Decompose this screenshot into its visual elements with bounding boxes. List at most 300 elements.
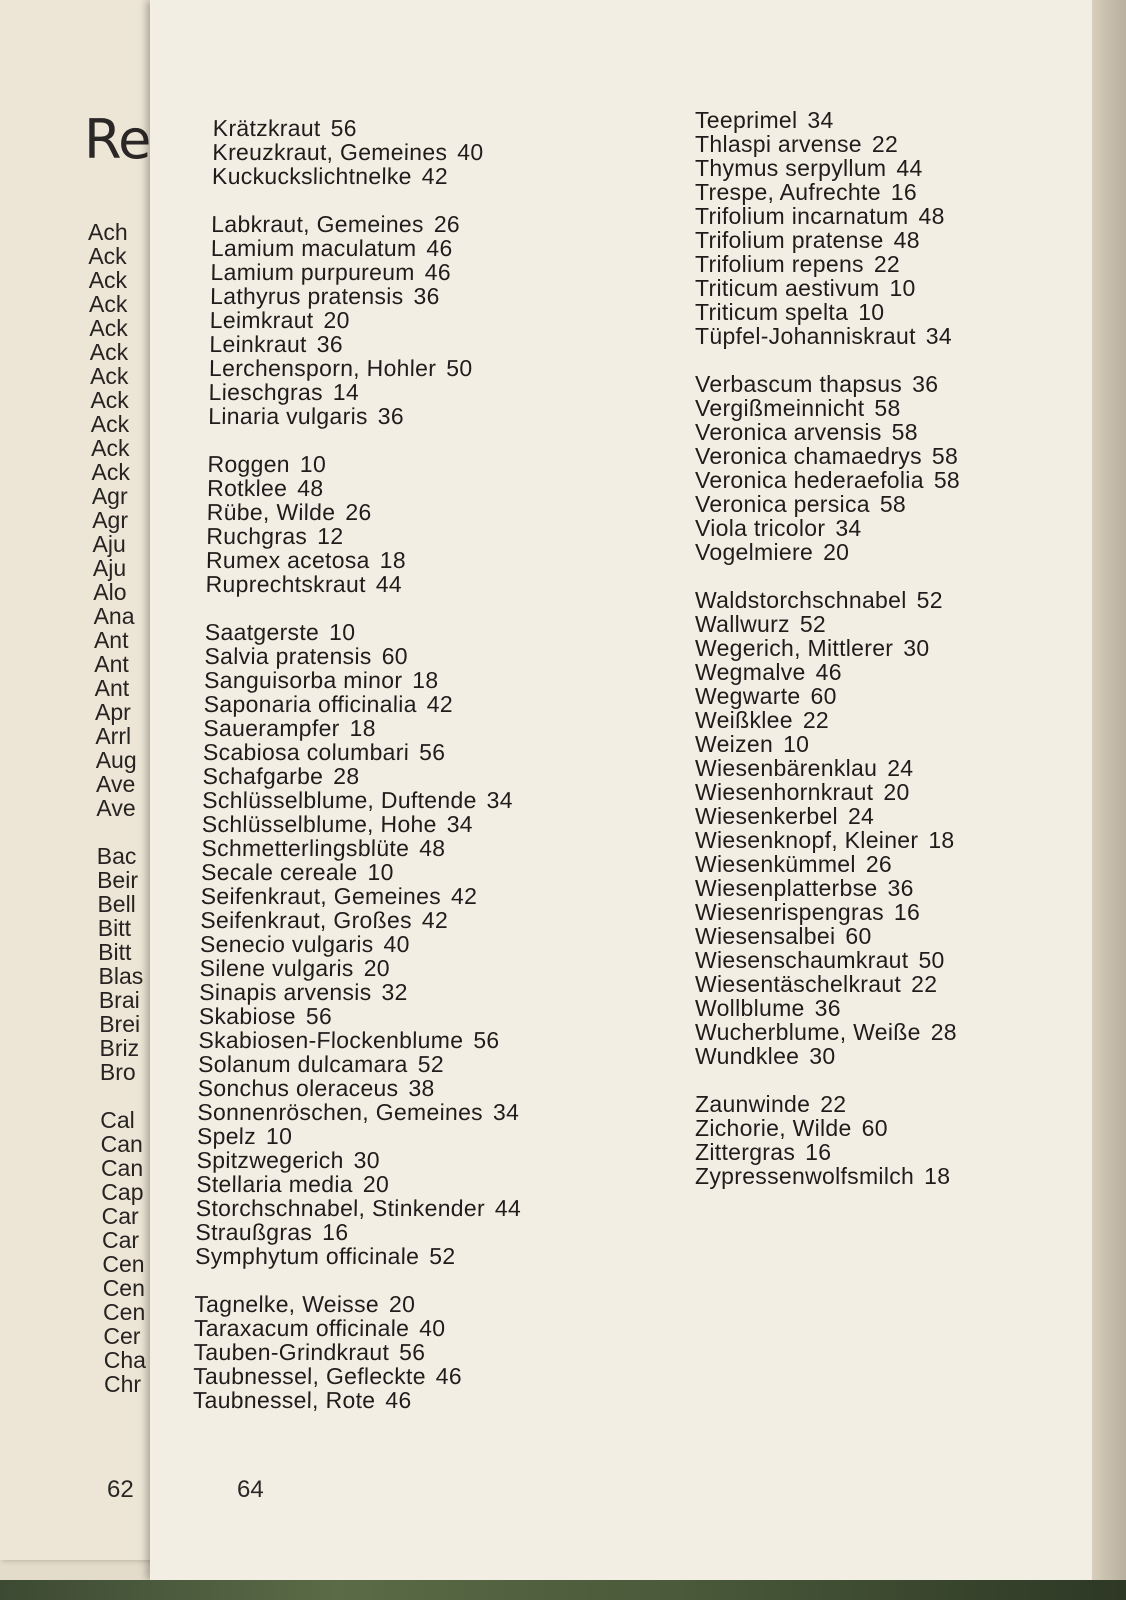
index-term: Lamium maculatum	[210, 235, 417, 261]
index-term: Wegmalve	[695, 659, 806, 685]
index-entry	[695, 228, 960, 252]
index-page-ref: 20	[388, 1291, 416, 1317]
index-term: Veronica arvensis	[695, 419, 882, 445]
index-entry	[695, 996, 960, 1020]
underlying-index-prefix: Can	[100, 1131, 143, 1157]
index-entry	[206, 524, 532, 548]
index-page-ref: 60	[810, 683, 837, 709]
index-entry	[194, 1316, 520, 1340]
index-term: Wegerich, Mittlerer	[695, 635, 894, 661]
index-page-ref: 36	[912, 371, 939, 397]
index-entry	[195, 1220, 521, 1244]
index-entry	[695, 1044, 960, 1068]
index-entry	[211, 236, 537, 260]
index-term: Seifenkraut, Großes	[200, 907, 413, 933]
index-page-ref: 20	[362, 1171, 390, 1197]
index-entry	[196, 1148, 522, 1172]
index-page-ref: 10	[858, 299, 885, 325]
underlying-index-prefix: Ana	[93, 603, 135, 629]
index-page-ref: 58	[879, 491, 907, 517]
background-surface	[0, 1580, 1126, 1600]
index-entry	[210, 308, 536, 332]
underlying-index-prefix: Ack	[88, 243, 127, 269]
index-entry	[695, 732, 960, 756]
index-term: Silene vulgaris	[199, 955, 354, 981]
underlying-index-prefix: Ave	[96, 771, 136, 797]
index-page-ref: 14	[332, 379, 360, 405]
index-page-ref: 26	[345, 499, 372, 525]
index-entry	[695, 804, 960, 828]
index-entry	[210, 284, 536, 308]
index-term: Wiesenknopf, Kleiner	[695, 827, 919, 853]
index-entry	[695, 588, 960, 612]
index-term: Wegwarte	[695, 683, 801, 709]
index-page-ref: 30	[353, 1147, 381, 1173]
underlying-index-prefix: Briz	[99, 1035, 140, 1061]
index-page-ref: 46	[435, 1363, 463, 1389]
index-entry	[200, 932, 526, 956]
underlying-index-prefix: Ack	[90, 363, 129, 389]
index-term: Skabiose	[198, 1003, 297, 1029]
index-page-ref: 36	[377, 403, 405, 429]
index-page-ref: 10	[783, 731, 810, 757]
index-page-ref: 20	[323, 307, 350, 333]
index-page-ref: 10	[367, 859, 394, 885]
index-term: Scabiosa columbari	[202, 739, 410, 765]
index-entry	[199, 956, 525, 980]
index-page-ref: 52	[429, 1243, 456, 1269]
index-entry	[695, 756, 960, 780]
index-page-ref: 24	[887, 755, 914, 781]
underlying-index-prefix: Cen	[102, 1275, 145, 1301]
index-term: Zichorie, Wilde	[695, 1115, 852, 1141]
underlying-index-prefix: Bac	[96, 843, 137, 869]
underlying-index-prefix: Car	[102, 1227, 140, 1253]
underlying-index-prefix: Alo	[93, 579, 127, 605]
index-page-ref: 40	[457, 139, 484, 165]
underlying-index-prefix: Ack	[90, 387, 129, 413]
index-entry	[695, 708, 960, 732]
index-term: Tagnelke, Weisse	[194, 1291, 380, 1317]
underlying-index-prefix: Aug	[95, 747, 137, 773]
index-term: Leimkraut	[209, 307, 314, 333]
underlying-index-prefix: Agr	[92, 507, 128, 533]
index-entry	[195, 1244, 521, 1268]
index-entry	[207, 500, 533, 524]
index-entry	[695, 612, 960, 636]
index-term: Taubnessel, Gefleckte	[193, 1363, 427, 1389]
index-entry	[695, 1164, 960, 1188]
index-page-ref: 42	[426, 691, 454, 717]
index-page-ref: 44	[494, 1195, 522, 1221]
index-entry	[695, 780, 960, 804]
index-entry	[199, 1004, 525, 1028]
index-term: Zypressenwolfsmilch	[695, 1163, 915, 1189]
index-entry	[209, 356, 535, 380]
index-term: Vogelmiere	[695, 539, 814, 565]
underlying-index-prefix: Ach	[88, 219, 128, 245]
index-page-ref: 58	[931, 443, 959, 469]
underlying-index-prefix: Chr	[104, 1371, 142, 1397]
underlying-index-prefix: Aju	[92, 555, 127, 581]
index-term: Teeprimel	[695, 107, 798, 133]
underlying-index-prefix: Agr	[91, 483, 128, 509]
index-entry	[695, 972, 960, 996]
index-term: Sanguisorba minor	[203, 667, 403, 693]
index-term: Solanum dulcamara	[197, 1051, 408, 1077]
index-entry	[205, 572, 531, 596]
index-entry	[204, 668, 530, 692]
index-page-ref: 22	[873, 251, 901, 277]
index-page-ref: 52	[799, 611, 827, 637]
page-number: 64	[237, 1476, 264, 1503]
index-entry	[695, 132, 960, 156]
index-term: Wiesenrispengras	[695, 899, 884, 925]
index-entry	[211, 212, 537, 236]
underlying-index-prefix: Ave	[96, 795, 136, 821]
underlying-index-prefix: Bitt	[97, 915, 132, 941]
index-entry	[197, 1124, 523, 1148]
index-page-ref: 24	[847, 803, 875, 829]
index-page-ref: 22	[911, 971, 938, 997]
index-term: Triticum aestivum	[695, 275, 880, 301]
index-term: Schlüsselblume, Hohe	[201, 811, 437, 837]
index-term: Schafgarbe	[202, 763, 324, 789]
underlying-index-prefix: Aju	[92, 531, 126, 557]
index-entry	[198, 1052, 524, 1076]
index-entry	[203, 716, 529, 740]
underlying-index-prefix: Ack	[91, 435, 130, 461]
underlying-index-prefix: Ack	[88, 267, 128, 293]
index-term: Wiesensalbei	[695, 923, 836, 949]
index-entry	[209, 332, 535, 356]
index-term: Wiesenschaumkraut	[695, 947, 909, 973]
index-term: Linaria vulgaris	[208, 403, 368, 429]
index-entry	[208, 380, 534, 404]
index-entry	[197, 1100, 523, 1124]
index-entry	[695, 180, 960, 204]
index-page-ref: 34	[486, 787, 514, 813]
index-page-ref: 36	[413, 283, 440, 309]
index-term: Roggen	[207, 451, 291, 477]
index-entry	[202, 788, 528, 812]
index-term: Kuckuckslichtnelke	[211, 163, 412, 189]
index-entry	[695, 1092, 960, 1116]
index-entry	[695, 948, 960, 972]
index-term: Saponaria officinalia	[203, 691, 417, 717]
index-entry	[695, 852, 960, 876]
index-entry	[194, 1292, 520, 1316]
index-term: Rübe, Wilde	[206, 499, 336, 525]
index-term: Seifenkraut, Gemeines	[200, 883, 442, 909]
index-term: Rumex acetosa	[205, 547, 370, 573]
index-page-ref: 58	[891, 419, 918, 445]
index-term: Schlüsselblume, Duftende	[202, 787, 477, 813]
index-entry	[207, 476, 533, 500]
index-term: Krätzkraut	[212, 115, 321, 141]
index-entry	[198, 1028, 524, 1052]
index-term: Wiesentäschelkraut	[695, 971, 902, 997]
index-term: Lerchensporn, Hohler	[208, 355, 437, 381]
index-entry	[695, 420, 960, 444]
index-page-ref: 52	[417, 1051, 445, 1077]
index-page-ref: 10	[328, 619, 356, 645]
index-term: Trespe, Aufrechte	[695, 179, 881, 205]
index-entry	[193, 1364, 519, 1388]
index-term: Kreuzkraut, Gemeines	[212, 139, 448, 165]
index-page-ref: 10	[299, 451, 327, 477]
index-term: Wollblume	[695, 995, 805, 1021]
index-term: Symphytum officinale	[194, 1243, 420, 1269]
index-entry	[695, 660, 960, 684]
index-term: Veronica hederaefolia	[695, 467, 924, 493]
index-term: Storchschnabel, Stinkender	[195, 1195, 486, 1221]
index-entry	[695, 924, 960, 948]
index-page-ref: 40	[419, 1315, 446, 1341]
index-term: Leinkraut	[209, 331, 307, 357]
index-page-ref: 58	[933, 467, 960, 493]
index-term: Rotklee	[206, 475, 288, 501]
underlying-index-prefix: Beir	[97, 867, 138, 893]
underlying-page-number: 62	[107, 1476, 134, 1503]
index-page-ref: 12	[317, 523, 344, 549]
index-page-ref: 16	[893, 899, 921, 925]
underlying-index-prefix: Ack	[89, 291, 128, 317]
index-page-ref: 36	[316, 331, 344, 357]
index-entry	[695, 276, 960, 300]
index-page-ref: 18	[379, 547, 407, 573]
underlying-page	[0, 0, 160, 1560]
index-term: Taraxacum officinale	[193, 1315, 410, 1341]
index-entry	[210, 260, 536, 284]
index-page-ref: 26	[865, 851, 892, 877]
underlying-index-prefix: Bell	[97, 891, 136, 917]
index-term: Tüpfel-Johanniskraut	[695, 323, 916, 349]
index-term: Senecio vulgaris	[199, 931, 374, 957]
index-page-ref: 18	[924, 1163, 951, 1189]
index-term: Saatgerste	[204, 619, 320, 645]
index-entry	[695, 324, 960, 348]
index-term: Wiesenplatterbse	[695, 875, 878, 901]
index-page-ref: 42	[450, 883, 478, 909]
index-entry	[193, 1340, 519, 1364]
index-entry	[695, 684, 960, 708]
index-entry	[212, 140, 538, 164]
index-term: Salvia pratensis	[204, 643, 372, 669]
index-term: Weißklee	[695, 707, 793, 733]
underlying-index-prefix: Ant	[94, 651, 129, 677]
index-page-ref: 28	[333, 763, 360, 789]
index-term: Viola tricolor	[695, 515, 826, 541]
underlying-index-prefix: Cha	[103, 1347, 146, 1373]
index-entry	[695, 876, 960, 900]
underlying-index-prefix: Can	[100, 1155, 144, 1181]
index-entry	[204, 692, 530, 716]
index-term: Wiesenbärenklau	[695, 755, 878, 781]
index-term: Sauerampfer	[203, 715, 340, 741]
underlying-index-prefix: Cal	[100, 1107, 135, 1133]
index-entry	[695, 372, 960, 396]
index-term: Schmetterlingsblüte	[201, 835, 410, 861]
index-term: Ruprechtskraut	[205, 571, 367, 597]
index-entry	[695, 444, 960, 468]
underlying-index-prefix: Brai	[98, 987, 140, 1013]
underlying-index-prefix: Ack	[89, 315, 128, 341]
index-page-ref: 44	[896, 155, 923, 181]
index-term: Vergißmeinnicht	[695, 395, 865, 421]
index-page-ref: 46	[815, 659, 842, 685]
underlying-index-prefix: Ack	[91, 459, 130, 485]
index-entry	[196, 1196, 522, 1220]
index-term: Sonnenröschen, Gemeines	[197, 1099, 484, 1125]
index-term: Sonchus oleraceus	[197, 1075, 399, 1101]
index-page-ref: 48	[418, 835, 446, 861]
index-entry	[206, 548, 532, 572]
index-column-2	[695, 108, 960, 1188]
index-term: Wiesenkümmel	[695, 851, 856, 877]
index-entry	[695, 1020, 960, 1044]
index-page-ref: 46	[426, 235, 453, 261]
index-entry	[695, 828, 960, 852]
index-term: Veronica chamaedrys	[695, 443, 922, 469]
index-term: Lamium purpureum	[210, 259, 415, 285]
index-page-ref: 60	[845, 923, 872, 949]
index-entry	[695, 108, 960, 132]
index-page-ref: 28	[930, 1019, 957, 1045]
index-term: Straußgras	[195, 1219, 313, 1245]
index-page-ref: 50	[918, 947, 945, 973]
index-term: Thlaspi arvense	[695, 131, 862, 157]
index-page-ref: 16	[805, 1139, 832, 1165]
index-page-ref: 52	[916, 587, 943, 613]
underlying-index-prefix: Ant	[93, 627, 129, 653]
index-entry	[695, 252, 960, 276]
index-entry	[695, 492, 960, 516]
underlying-index-prefix: Brei	[99, 1011, 141, 1037]
index-entry	[695, 300, 960, 324]
index-entry	[193, 1388, 519, 1412]
index-term: Tauben-Grindkraut	[193, 1339, 390, 1365]
index-term: Triticum spelta	[695, 299, 849, 325]
index-term: Veronica persica	[695, 491, 870, 517]
index-page-ref: 34	[446, 811, 474, 837]
index-entry	[695, 396, 960, 420]
underlying-index-prefix: Apr	[95, 699, 131, 725]
index-term: Verbascum thapsus	[695, 371, 903, 397]
index-page-ref: 56	[330, 115, 358, 141]
index-page-ref: 22	[871, 131, 899, 157]
index-page-ref: 34	[807, 107, 834, 133]
index-term: Skabiosen-Flockenblume	[198, 1027, 464, 1053]
index-entry	[202, 764, 528, 788]
index-entry	[200, 908, 526, 932]
index-page-ref: 26	[433, 211, 461, 237]
index-page-ref: 58	[874, 395, 901, 421]
index-page-ref: 20	[883, 779, 910, 805]
index-page-ref: 18	[349, 715, 377, 741]
index-page-ref: 22	[802, 707, 830, 733]
underlying-index-prefix: Blas	[98, 963, 144, 989]
index-page-ref: 20	[363, 955, 391, 981]
underlying-index-prefix: Cen	[102, 1251, 145, 1277]
index-term: Trifolium pratense	[695, 227, 884, 253]
index-entry	[212, 164, 538, 188]
book-edge	[1092, 0, 1126, 1600]
index-entry	[203, 740, 529, 764]
index-entry	[207, 452, 533, 476]
index-term: Sinapis arvensis	[199, 979, 372, 1005]
index-page-ref: 60	[861, 1115, 888, 1141]
index-entry	[196, 1172, 522, 1196]
index-term: Secale cereale	[200, 859, 358, 885]
index-entry	[202, 812, 528, 836]
index-term: Trifolium incarnatum	[695, 203, 909, 229]
index-entry	[695, 900, 960, 924]
index-entry	[695, 540, 960, 564]
index-page-ref: 42	[421, 163, 449, 189]
index-entry	[201, 860, 527, 884]
index-entry	[198, 1076, 524, 1100]
index-page-ref: 48	[918, 203, 945, 229]
index-entry	[213, 116, 539, 140]
index-term: Wundklee	[695, 1043, 800, 1069]
index-page-ref: 30	[903, 635, 930, 661]
index-entry	[695, 1140, 960, 1164]
underlying-index-prefix: Bitt	[98, 939, 132, 965]
underlying-index-prefix: Arrl	[95, 723, 132, 749]
index-page-ref: 10	[889, 275, 916, 301]
index-term: Wiesenhornkraut	[695, 779, 874, 805]
index-entry	[695, 1116, 960, 1140]
index-page-ref: 16	[322, 1219, 349, 1245]
underlying-index-prefix: Bro	[99, 1059, 136, 1085]
index-page-ref: 56	[305, 1003, 333, 1029]
index-term: Thymus serpyllum	[695, 155, 887, 181]
underlying-index-prefix: Cap	[101, 1179, 144, 1205]
index-page-ref: 34	[925, 323, 952, 349]
index-term: Taubnessel, Rote	[192, 1387, 376, 1413]
index-page-ref: 18	[928, 827, 955, 853]
underlying-index-prefix: Cer	[103, 1323, 141, 1349]
index-entry	[208, 404, 534, 428]
index-page-ref: 56	[473, 1027, 500, 1053]
index-term: Spitzwegerich	[196, 1147, 344, 1173]
index-page-ref: 34	[835, 515, 862, 541]
index-term: Spelz	[196, 1123, 257, 1149]
index-page-ref: 36	[814, 995, 841, 1021]
index-page-ref: 56	[398, 1339, 426, 1365]
index-term: Labkraut, Gemeines	[211, 211, 425, 237]
index-page-ref: 34	[492, 1099, 520, 1125]
underlying-page-title: Re	[84, 108, 151, 171]
index-page-ref: 22	[820, 1091, 847, 1117]
index-term: Wiesenkerbel	[695, 803, 838, 829]
index-term: Lathyrus pratensis	[209, 283, 404, 309]
index-column-1	[193, 116, 539, 1412]
index-entry	[205, 620, 531, 644]
index-page-ref: 30	[809, 1043, 836, 1069]
index-term: Zaunwinde	[695, 1091, 811, 1117]
index-entry	[695, 636, 960, 660]
index-page-ref: 32	[381, 979, 408, 1005]
index-term: Ruchgras	[206, 523, 308, 549]
index-entry	[201, 884, 527, 908]
index-entry	[695, 468, 960, 492]
index-page-ref: 10	[265, 1123, 293, 1149]
index-entry	[695, 156, 960, 180]
index-page-ref: 38	[408, 1075, 435, 1101]
index-entry	[201, 836, 527, 860]
